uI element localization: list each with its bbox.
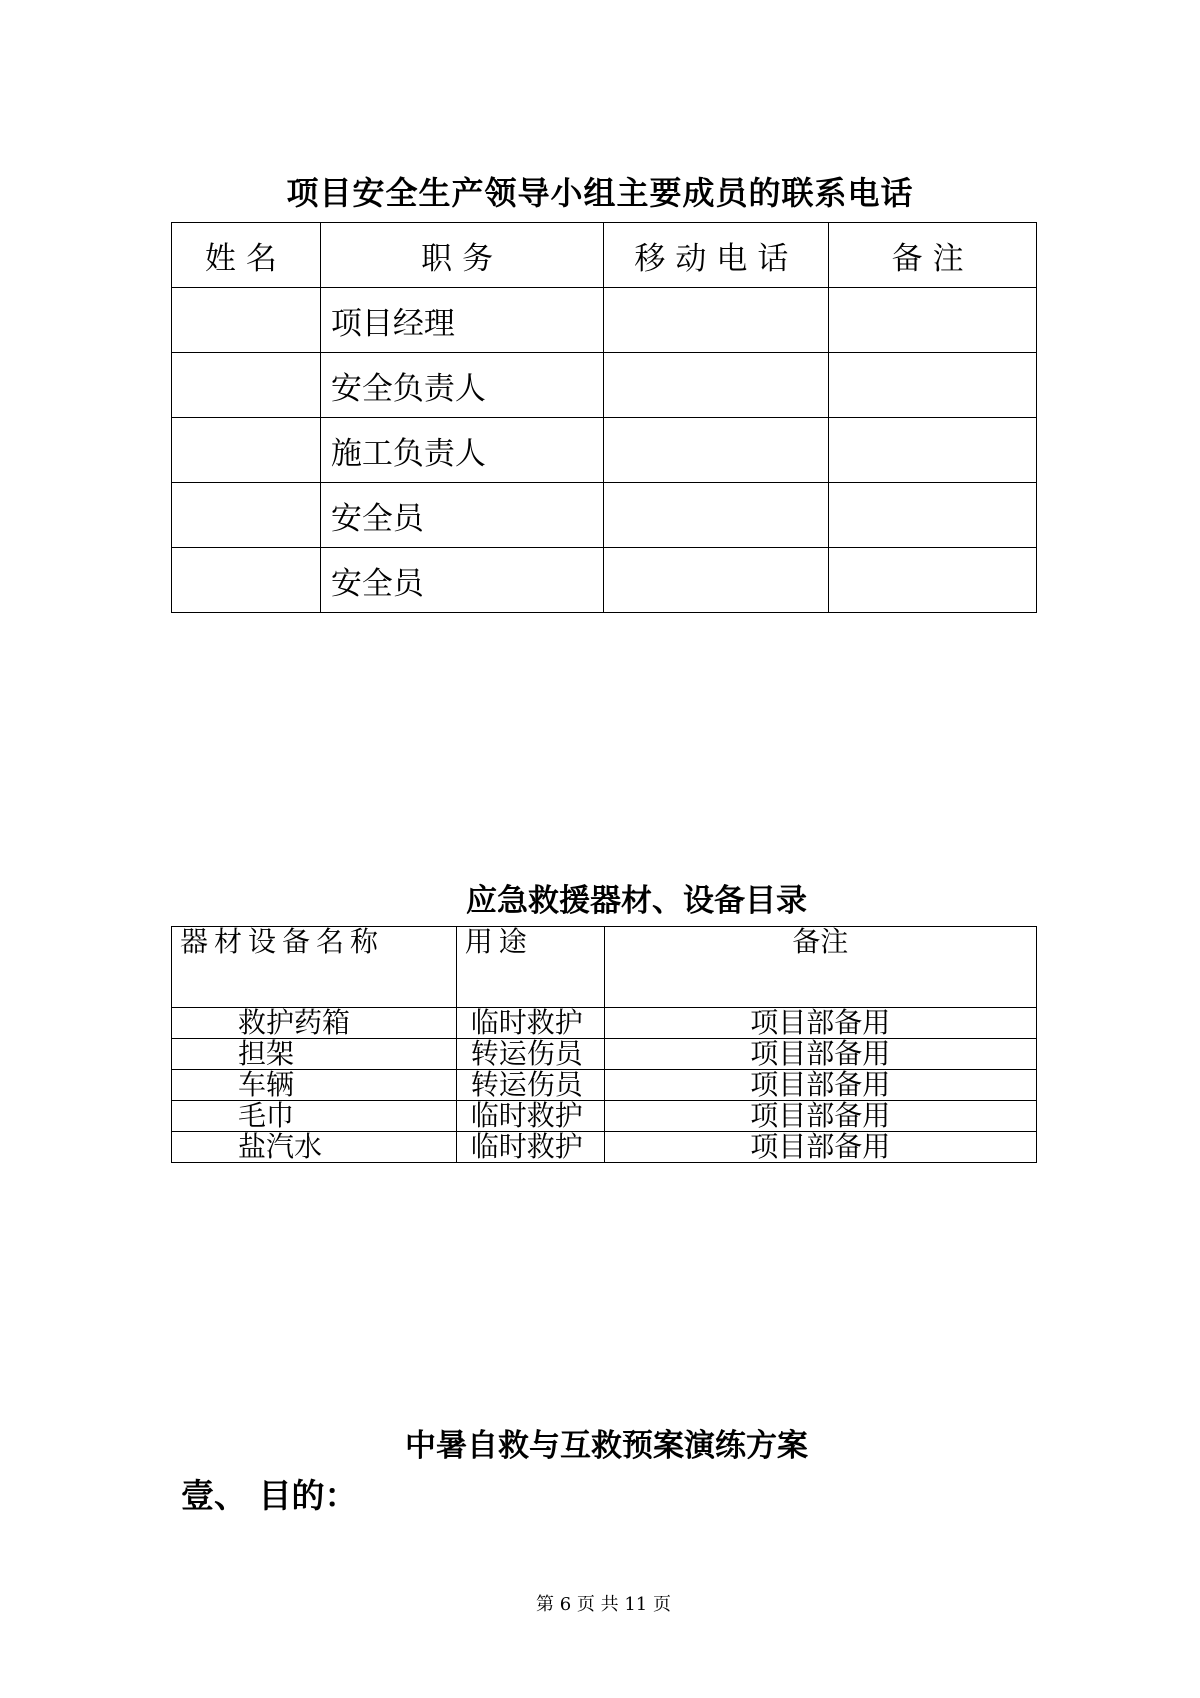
- plan-title: 中暑自救与互救预案演练方案: [405, 1428, 808, 1464]
- cell-remark: [829, 288, 1037, 353]
- cell-position: 施工负责人: [320, 418, 604, 483]
- cell-position: 安全负责人: [320, 353, 604, 418]
- contact-table-header-row: [172, 223, 1037, 288]
- equipment-table-header-row: [172, 927, 1037, 1008]
- table-row: [172, 1008, 1037, 1039]
- cell-equipment-name: 担架: [172, 1039, 457, 1070]
- cell-name: [172, 353, 321, 418]
- equipment-table-title: 应急救援器材、设备目录: [466, 883, 807, 919]
- cell-equipment-name: 毛巾: [172, 1101, 457, 1132]
- cell-name: [172, 418, 321, 483]
- cell-mobile: [604, 483, 829, 548]
- cell-mobile: [604, 548, 829, 613]
- header-use: 用途: [456, 927, 604, 1008]
- contact-table-title: 项目安全生产领导小组主要成员的联系电话: [286, 174, 914, 212]
- table-row: [172, 483, 1037, 548]
- cell-remark: 项目部备用: [604, 1008, 1036, 1039]
- section-heading-purpose: 壹、 目的：: [181, 1476, 358, 1515]
- equipment-table: [171, 926, 1037, 1163]
- cell-remark: [829, 418, 1037, 483]
- cell-use: 临时救护: [456, 1132, 604, 1163]
- cell-name: [172, 288, 321, 353]
- page-number: 第 6 页 共 11 页: [536, 1594, 671, 1615]
- cell-remark: 项目部备用: [604, 1132, 1036, 1163]
- cell-remark: 项目部备用: [604, 1039, 1036, 1070]
- cell-use: 转运伤员: [456, 1070, 604, 1101]
- cell-equipment-name: 救护药箱: [172, 1008, 457, 1039]
- header-remark: 备注: [829, 223, 1037, 288]
- table-row: [172, 288, 1037, 353]
- cell-mobile: [604, 353, 829, 418]
- table-row: [172, 548, 1037, 613]
- cell-equipment-name: 车辆: [172, 1070, 457, 1101]
- cell-use: 临时救护: [456, 1101, 604, 1132]
- header-name: 姓名: [172, 223, 321, 288]
- cell-position: 项目经理: [320, 288, 604, 353]
- header-equipment-name: 器材设备名称: [172, 927, 457, 1008]
- table-row: [172, 1070, 1037, 1101]
- header-remark: 备注: [604, 927, 1036, 1008]
- cell-remark: [829, 548, 1037, 613]
- header-position: 职务: [320, 223, 604, 288]
- cell-name: [172, 548, 321, 613]
- cell-mobile: [604, 418, 829, 483]
- contact-table: [171, 222, 1037, 613]
- cell-equipment-name: 盐汽水: [172, 1132, 457, 1163]
- table-row: [172, 418, 1037, 483]
- cell-position: 安全员: [320, 483, 604, 548]
- header-mobile: 移动电话: [604, 223, 829, 288]
- table-row: [172, 353, 1037, 418]
- cell-use: 转运伤员: [456, 1039, 604, 1070]
- table-row: [172, 1101, 1037, 1132]
- cell-remark: [829, 483, 1037, 548]
- table-row: [172, 1132, 1037, 1163]
- cell-use: 临时救护: [456, 1008, 604, 1039]
- table-row: [172, 1039, 1037, 1070]
- cell-remark: 项目部备用: [604, 1070, 1036, 1101]
- cell-mobile: [604, 288, 829, 353]
- cell-name: [172, 483, 321, 548]
- cell-position: 安全员: [320, 548, 604, 613]
- cell-remark: 项目部备用: [604, 1101, 1036, 1132]
- cell-remark: [829, 353, 1037, 418]
